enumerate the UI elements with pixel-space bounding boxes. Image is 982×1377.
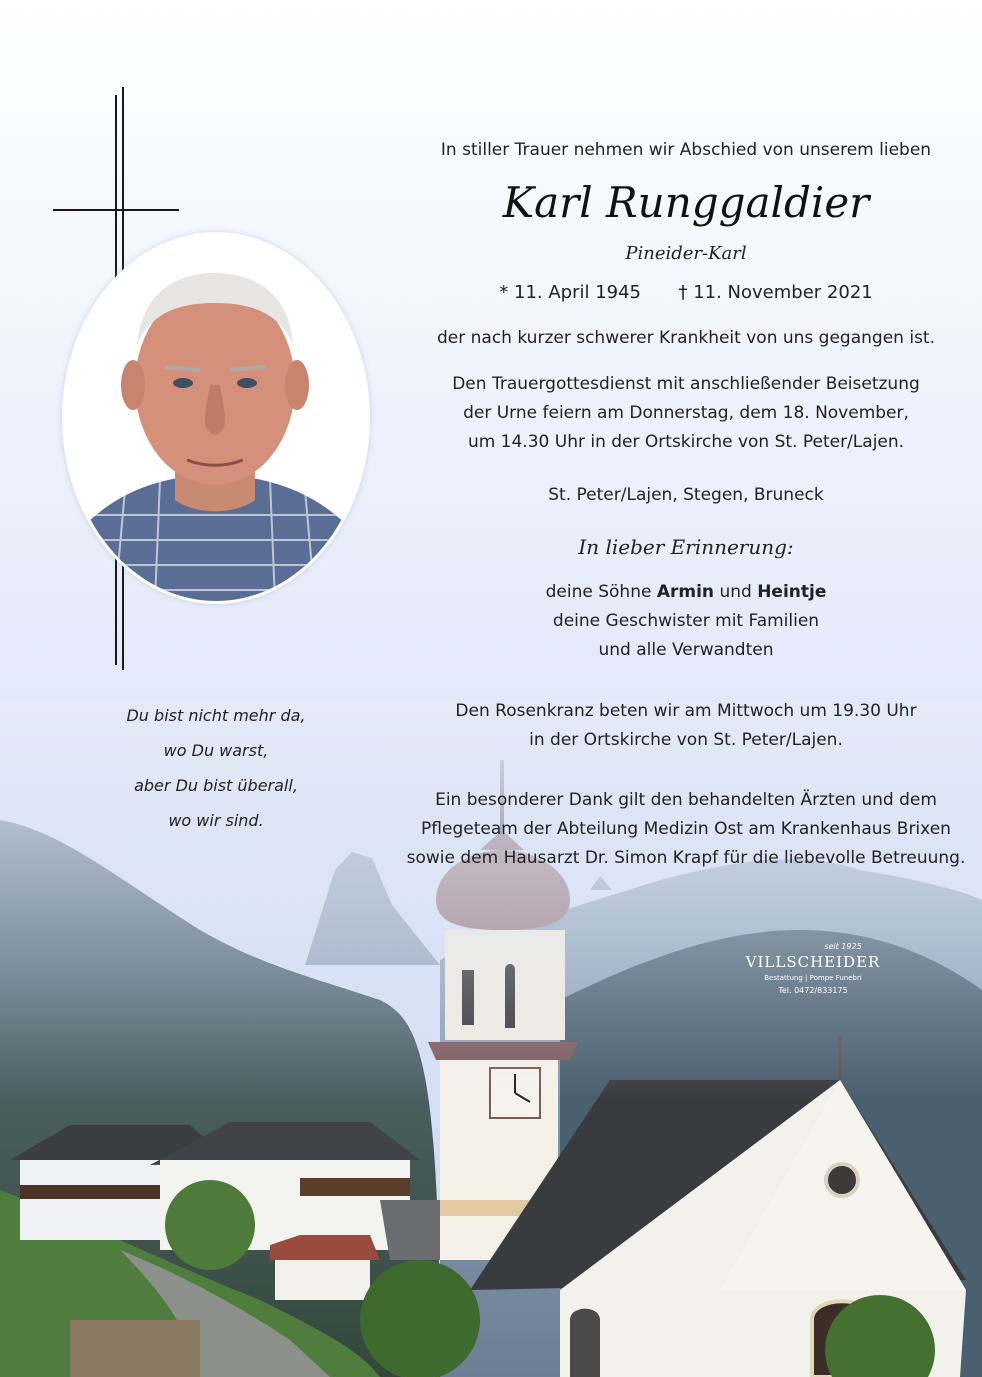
service-line: Den Trauergottesdienst mit anschließender Beisetzung <box>452 374 920 394</box>
service-block <box>386 370 982 457</box>
deceased-name: Karl Runggaldier <box>502 178 870 227</box>
rosary-block <box>386 697 982 755</box>
mourners-and: und <box>719 582 752 602</box>
mourners-line-sons <box>386 578 982 607</box>
mourners-block <box>386 578 982 665</box>
poem-line: wo wir sind. <box>168 811 264 830</box>
poem-line: Du bist nicht mehr da, <box>126 706 306 725</box>
memory-heading: In lieber Erinnerung: <box>578 535 794 559</box>
logo-since: seit 1925 <box>824 942 862 951</box>
portrait-photo <box>62 232 370 604</box>
cross-horizontal-line <box>53 209 179 211</box>
poem-line: wo Du warst, <box>163 741 269 760</box>
service-line: um 14.30 Uhr in der Ortskirche von St. Peter/Lajen. <box>467 432 905 452</box>
death-date: † 11. November 2021 <box>678 282 873 303</box>
mourners-line-siblings: deine Geschwister mit Familien <box>552 611 820 631</box>
places-text: St. Peter/Lajen, Stegen, Bruneck <box>548 485 824 505</box>
logo-subtitle: Bestattung | Pompe Funebri <box>764 974 862 982</box>
mourners-line-relatives: und alle Verwandten <box>598 640 774 660</box>
deceased-nickname: Pineider-Karl <box>625 243 747 264</box>
dates-line <box>386 278 982 307</box>
rosary-line: in der Ortskirche von St. Peter/Lajen. <box>529 730 843 750</box>
logo-brand: VILLSCHEIDER <box>745 953 881 971</box>
son-name-1: Armin <box>656 582 715 602</box>
rosary-line: Den Rosenkranz beten wir am Mittwoch um 19.30 Uhr <box>455 701 917 721</box>
poem-line: aber Du bist überall, <box>134 776 298 795</box>
birth-date: * 11. April 1945 <box>499 282 642 303</box>
funeral-home-logo <box>742 942 884 998</box>
thanks-line: Pflegeteam der Abteilung Medizin Ost am Krankenhaus Brixen <box>421 819 951 839</box>
thanks-line: sowie dem Hausarzt Dr. Simon Krapf für die liebevolle Betreuung. <box>406 848 966 868</box>
thanks-block <box>386 786 982 873</box>
logo-phone: Tel. 0472/833175 <box>778 986 848 995</box>
service-line: der Urne feiern am Donnerstag, dem 18. November, <box>463 403 909 423</box>
son-name-2: Heintje <box>757 582 827 602</box>
passing-text: der nach kurzer schwerer Krankheit von uns gegangen ist. <box>437 328 935 348</box>
memorial-poem <box>80 698 352 838</box>
intro-text: In stiller Trauer nehmen wir Abschied von unserem lieben <box>440 140 932 160</box>
sons-prefix: deine Söhne <box>545 582 652 602</box>
thanks-line: Ein besonderer Dank gilt den behandelten Ärzten und dem <box>435 790 937 810</box>
